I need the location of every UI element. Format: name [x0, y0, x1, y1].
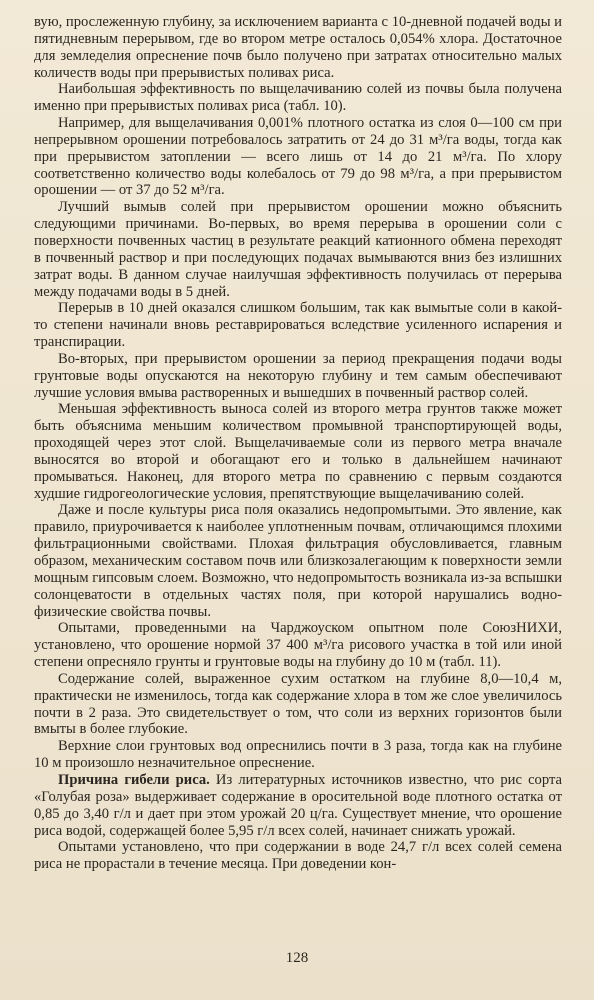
paragraph-1 — [34, 14, 562, 81]
paragraph-7-text: Меньшая эффективность выноса солей из второго метра грунтов также может быть объяснима меньшим количеством промывной транспортирующей воды, проходящей через этот слой. Выщелачиваемые соли из первого метра вначале выносятся во второй и обогащают его и только в дальнейшем начинают промываться. Наконец, для второго метра по сравнению с первым создаются худшие гидрогеологические условия, препятствующие выщелачиванию солей. — [34, 401, 562, 502]
paragraph-11 — [34, 738, 562, 772]
paragraph-6 — [34, 351, 562, 402]
paragraph-13-text: Опытами установлено, что при содержании в воде 24,7 г/л всех солей семена риса не прорастали в течение месяца. При доведении кон- — [34, 839, 562, 873]
paragraph-12-text: Из литературных источников известно, что рис сорта «Голубая роза» выдерживает содержание в оросительной воде плотного остатка от 0,85 до 3,40 г/л и дает при этом урожай 20 ц/га. Существует мнение, что орошение риса водой, содержащей более 5,95 г/л всех солей, начинает снижать урожай. — [34, 771, 562, 839]
paragraph-5 — [34, 300, 562, 351]
paragraph-8-text: Даже и после культуры риса поля оказались недопромытыми. Это явление, как правило, приурочивается к наиболее уплотненным почвам, отличающимся плохими фильтрационными свойствами. Плохая фильтрация обусловливается, главным образом, механическим составом почв или близкозалегающим к поверхности земли мощным гипсовым слоем. Возможно, что недопромытость возникала из-за вспышки солонцеватости в отдельных частях поля, при которой нарушались водно-физические свойства почвы. — [34, 502, 562, 620]
paragraph-10 — [34, 671, 562, 738]
paragraph-13 — [34, 839, 562, 873]
paragraph-7 — [34, 401, 562, 502]
paragraph-11-text: Верхние слои грунтовых вод опреснились почти в 3 раза, тогда как на глубине 10 м произошло незначительное опреснение. — [34, 738, 562, 772]
paragraph-5-text: Перерыв в 10 дней оказался слишком большим, так как вымытые соли в какой-то степени начинали вновь реставрироваться вследствие усиленного испарения и транспирации. — [34, 300, 562, 351]
paragraph-3-text: Например, для выщелачивания 0,001% плотного остатка из слоя 0—100 см при непрерывном орошении потребовалось затратить от 24 до 31 м³/га воды, тогда как при прерывистом затоплении — всего лишь от 14 до 21 м³/га. По хлору соответственно количество воды колебалось от 79 до 98 м³/га, а при прерывистом орошении — от 37 до 52 м³/га. — [34, 115, 562, 199]
paragraph-6-text: Во-вторых, при прерывистом орошении за период прекращения подачи воды грунтовые воды опускаются на некоторую глубину и тем самым обеспечивают лучшие условия вмыва растворенных и вышедших в почвенный раствор солей. — [34, 350, 562, 401]
paragraph-4 — [34, 199, 562, 300]
section-heading-rice-death: Причина гибели риса. — [58, 771, 210, 788]
paragraph-2 — [34, 81, 562, 115]
paragraph-8 — [34, 502, 562, 620]
paragraph-4-text: Лучший вымыв солей при прерывистом орошении можно объяснить следующими причинами. Во-первых, во время перерыва в орошении соли с поверхности почвенных частиц в результате реакций катионного обмена переходят в почвенный раствор и при последующих подачах вымываются вниз без излишних затрат воды. В данном случае наилучшая эффективность получилась от перерыва между подачами воды в 5 дней. — [34, 199, 562, 300]
paragraph-3 — [34, 115, 562, 199]
paragraph-10-text: Содержание солей, выраженное сухим остатком на глубине 8,0—10,4 м, практически не изменилось, тогда как содержание хлора в том же слое увеличилось почти в 2 раза. Это свидетельствует о том, что соли из верхних горизонтов были вмыты в более глубокие. — [34, 670, 562, 738]
body-text — [34, 14, 562, 873]
page-number: 128 — [285, 950, 309, 966]
paragraph-9 — [34, 620, 562, 671]
paragraph-1-text: вую, прослеженную глубину, за исключением варианта с 10-дневной подачей воды и пятидневным перерывом, где во втором метре осталось 0,054% хлора. Достаточное для земледелия опреснение почв было получено при затратах относительно малых количеств воды при прерывистых поливах риса. — [34, 14, 562, 81]
paragraph-2-text: Наибольшая эффективность по выщелачиванию солей из почвы была получена именно при прерывистых поливах риса (табл. 10). — [34, 81, 562, 115]
paragraph-12 — [34, 772, 562, 839]
paragraph-9-text: Опытами, проведенными на Чарджоуском опытном поле СоюзНИХИ, установлено, что орошение нормой 37 400 м³/га рисового участка в той или иной степени опресняло грунты и грунтовые воды на глубину до 10 м (табл. 11). — [34, 620, 562, 671]
